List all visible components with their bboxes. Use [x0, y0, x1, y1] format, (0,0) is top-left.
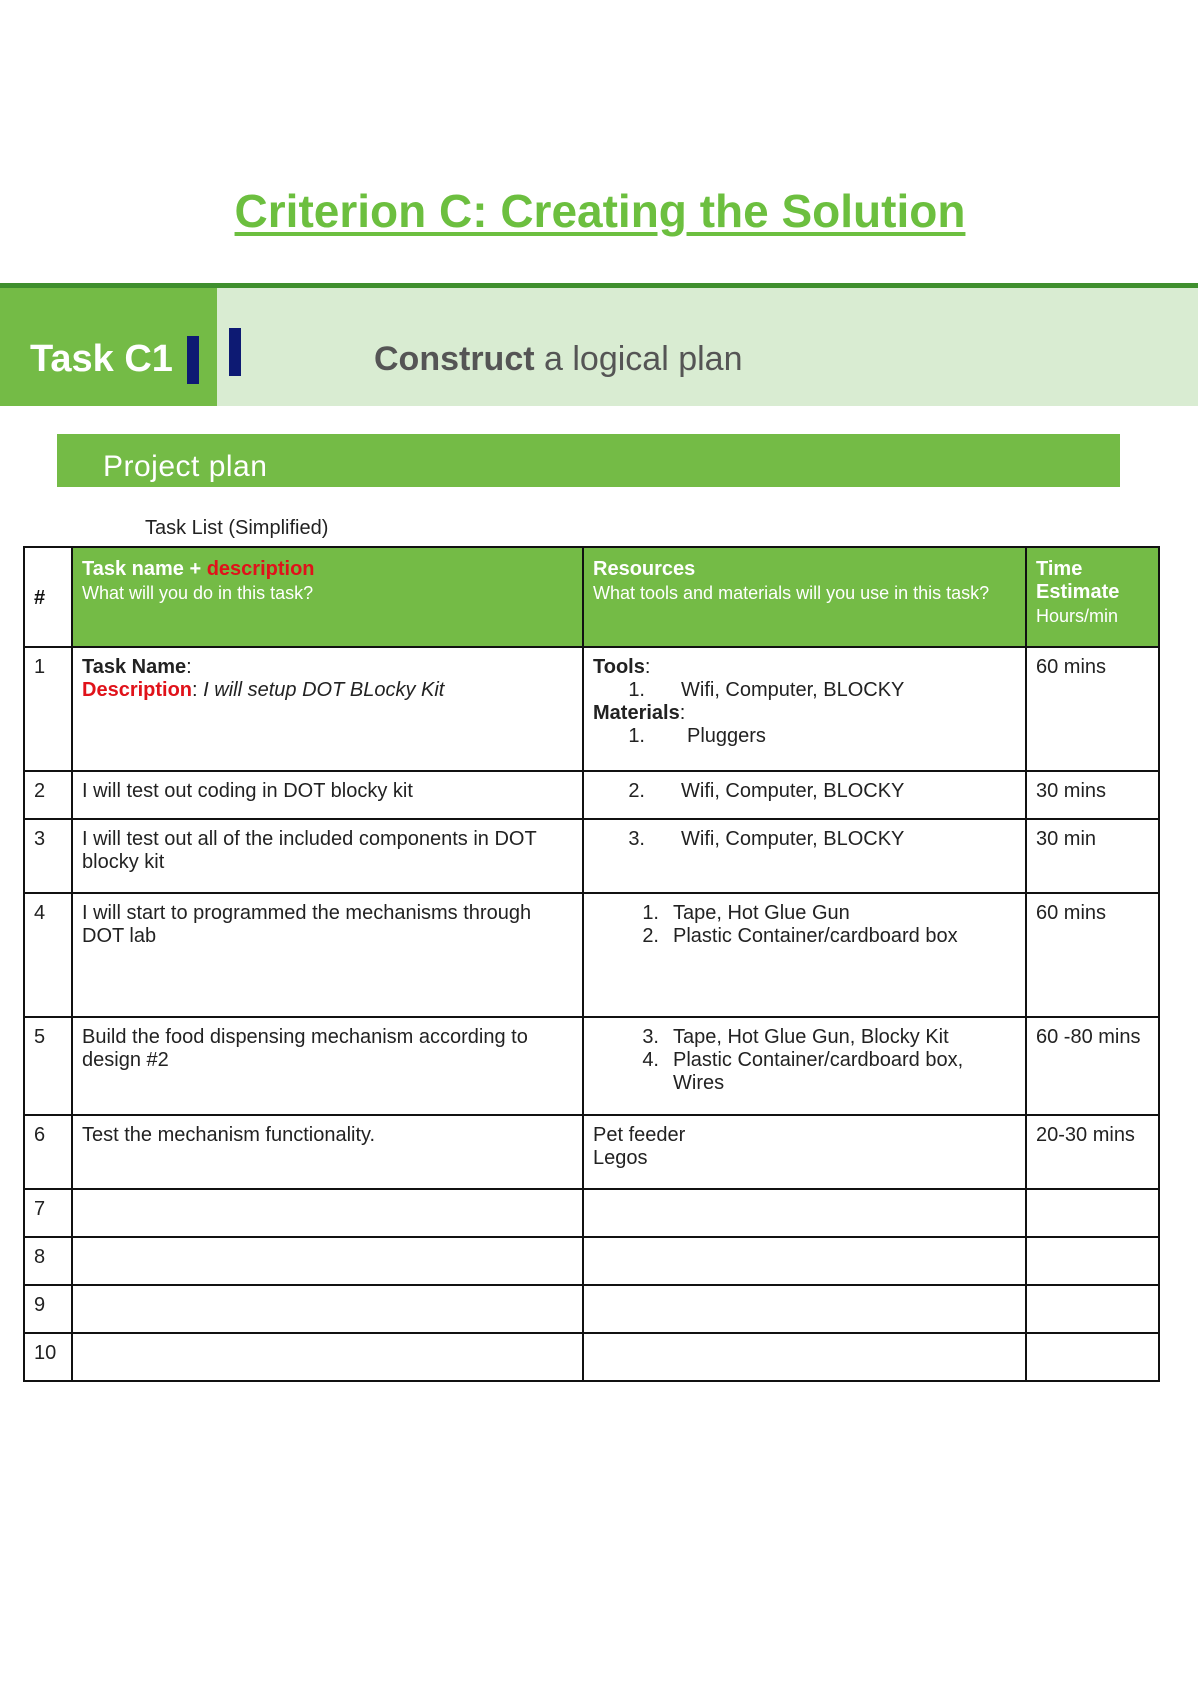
header-res-title: Resources: [593, 558, 696, 580]
time-cell: 60 -80 mins: [1026, 1017, 1159, 1115]
description-colon: :: [192, 679, 204, 701]
time-cell[interactable]: [1026, 1285, 1159, 1333]
time-cell: 30 mins: [1026, 771, 1159, 819]
row-number: 8: [24, 1237, 72, 1285]
task-cell: I will test out all of the included components in DOT blocky kit: [72, 819, 583, 893]
header-res-sub: What tools and materials will you use in this task?: [593, 583, 990, 603]
resources-cell[interactable]: [583, 1237, 1026, 1285]
task-cell: I will start to programmed the mechanisms through DOT lab: [72, 893, 583, 1017]
list-number: 1.: [642, 902, 659, 924]
table-row: [24, 647, 1159, 771]
task-name-colon: :: [186, 656, 192, 678]
resource-line: Legos: [593, 1147, 648, 1169]
resources-cell: [583, 771, 1026, 819]
time-cell: 20-30 mins: [1026, 1115, 1159, 1189]
page-title: Criterion C: Creating the Solution: [234, 185, 966, 237]
time-cell: 60 mins: [1026, 647, 1159, 771]
task-cell: I will test out coding in DOT blocky kit: [72, 771, 583, 819]
header-hash: #: [24, 547, 72, 647]
task-heading-rest: a logical plan: [534, 340, 743, 378]
time-cell: 30 min: [1026, 819, 1159, 893]
table-row: [24, 1237, 1159, 1285]
row-number: 6: [24, 1115, 72, 1189]
table-row: [24, 1189, 1159, 1237]
header-task-title: Task name +: [82, 558, 207, 580]
table-caption: Task List (Simplified): [145, 517, 329, 539]
time-cell[interactable]: [1026, 1189, 1159, 1237]
cursor-mark: [187, 336, 199, 384]
table-row: [24, 771, 1159, 819]
table-row: [24, 1017, 1159, 1115]
list-number: 1.: [628, 725, 645, 747]
list-number: 2.: [642, 925, 659, 947]
table-header-row: [24, 547, 1159, 647]
time-cell[interactable]: [1026, 1333, 1159, 1381]
task-banner: [0, 288, 1198, 406]
time-cell[interactable]: [1026, 1237, 1159, 1285]
tools-colon: :: [644, 656, 651, 678]
list-text: Wifi, Computer, BLOCKY: [681, 828, 905, 850]
list-number: 4.: [642, 1049, 659, 1071]
resources-cell[interactable]: [583, 1333, 1026, 1381]
project-plan-label: Project plan: [103, 450, 268, 483]
task-name-label: Task Name: [82, 656, 187, 678]
row-number: 3: [24, 819, 72, 893]
task-table: [23, 546, 1160, 1382]
row-number: 1: [24, 647, 72, 771]
table-row: [24, 1333, 1159, 1381]
resource-line: Pet feeder: [593, 1124, 686, 1146]
list-text: Wifi, Computer, BLOCKY: [681, 780, 905, 802]
header-resources: [583, 547, 1026, 647]
header-task-title-red: description: [206, 558, 315, 580]
row-number: 2: [24, 771, 72, 819]
header-time: [1026, 547, 1159, 647]
list-number: 3.: [642, 1026, 659, 1048]
task-heading-bold: Construct: [374, 340, 535, 378]
task-cell[interactable]: [72, 1333, 583, 1381]
list-text: Wifi, Computer, BLOCKY: [681, 679, 905, 701]
table-row: [24, 1115, 1159, 1189]
task-cell: Test the mechanism functionality.: [72, 1115, 583, 1189]
task-cell[interactable]: [72, 1237, 583, 1285]
list-text: Plastic Container/cardboard box: [673, 925, 958, 947]
table-row: [24, 893, 1159, 1017]
project-plan-bar: [57, 434, 1120, 487]
list-number: 2.: [628, 780, 645, 802]
header-time-sub: Hours/min: [1036, 606, 1119, 626]
time-cell: 60 mins: [1026, 893, 1159, 1017]
row-number: 9: [24, 1285, 72, 1333]
task-heading: [374, 340, 742, 379]
list-text: Tape, Hot Glue Gun: [673, 902, 850, 924]
resources-cell: [583, 893, 1026, 1017]
header-task: [72, 547, 583, 647]
description-label: Description: [82, 679, 193, 701]
list-number: 3.: [628, 828, 645, 850]
row-number: 10: [24, 1333, 72, 1381]
resources-cell: [583, 819, 1026, 893]
materials-colon: :: [679, 702, 686, 724]
description-text: I will setup DOT BLocky Kit: [203, 679, 445, 701]
row-number: 7: [24, 1189, 72, 1237]
row-number: 5: [24, 1017, 72, 1115]
resources-cell: [583, 1017, 1026, 1115]
row-number: 4: [24, 893, 72, 1017]
tools-label: Tools: [593, 656, 645, 678]
task-cell[interactable]: [72, 1189, 583, 1237]
task-cell: [72, 647, 583, 771]
task-label: Task C1: [30, 338, 173, 380]
task-cell[interactable]: [72, 1285, 583, 1333]
task-cell: Build the food dispensing mechanism according to design #2: [72, 1017, 583, 1115]
resources-cell: [583, 1115, 1026, 1189]
list-number: 1.: [628, 679, 645, 701]
resources-cell: [583, 647, 1026, 771]
table-row: [24, 1285, 1159, 1333]
header-time-title: Time Estimate: [1036, 558, 1120, 603]
table-row: [24, 819, 1159, 893]
materials-label: Materials: [593, 702, 680, 724]
cursor-mark: [229, 328, 241, 376]
header-task-sub: What will you do in this task?: [82, 583, 314, 603]
list-text: Pluggers: [687, 725, 766, 747]
task-label-box: [0, 288, 217, 406]
list-text: Tape, Hot Glue Gun, Blocky Kit: [673, 1026, 949, 1048]
list-text: Plastic Container/cardboard box, Wires: [673, 1049, 964, 1094]
resources-cell[interactable]: [583, 1285, 1026, 1333]
resources-cell[interactable]: [583, 1189, 1026, 1237]
